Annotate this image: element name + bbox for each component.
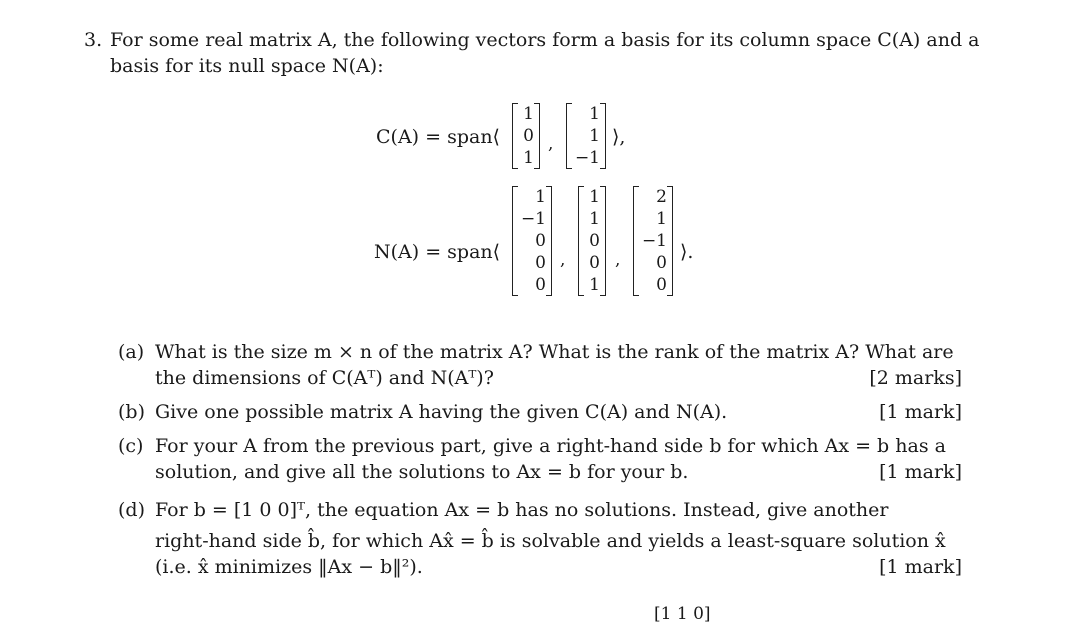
separator: ,: [560, 250, 566, 270]
col-space-end: ⟩,: [612, 126, 626, 148]
null-vector-3-entry: 0: [656, 253, 667, 273]
bracket-corner: [534, 103, 539, 104]
null-vector-2: [578, 186, 606, 296]
part-c-line-2: solution, and give all the solutions to Ax = b for your b.: [155, 461, 689, 483]
null-vector-2-entry: 0: [589, 231, 600, 251]
bracket-corner: [579, 186, 584, 187]
part-a-line-1: What is the size m × n of the matrix A? What is the rank of the matrix A? What are: [155, 341, 954, 363]
part-a-line-2: the dimensions of C(Aᵀ) and N(Aᵀ)?: [155, 367, 494, 389]
col-vector-2: [566, 103, 606, 169]
col-vector-2-entry: −1: [574, 148, 600, 168]
separator: ,: [548, 134, 554, 154]
part-a-marks: [2 marks]: [869, 367, 962, 389]
part-label: (a): [118, 341, 145, 363]
bracket-corner: [667, 295, 672, 296]
bracket-corner: [513, 295, 518, 296]
bracket-corner: [567, 168, 572, 169]
col-space-label: C(A) = span⟨: [376, 126, 500, 148]
part-d-line-3: (i.e. x̂ minimizes ‖Ax − b‖²).: [155, 556, 423, 578]
null-vector-2-entry: 0: [589, 253, 600, 273]
bracket-corner: [600, 186, 605, 187]
bracket-corner: [546, 295, 551, 296]
null-vector-1-entry: 0: [535, 231, 546, 251]
col-vector-1-entry: 1: [523, 148, 534, 168]
col-vector-1: [512, 103, 540, 169]
intro-line-1: For some real matrix A, the following vectors form a basis for its column space C(A) and a: [110, 29, 980, 51]
null-vector-1-entry: 1: [535, 187, 546, 207]
null-vector-3-entry: 1: [656, 209, 667, 229]
part-d-line-2: right-hand side b̂, for which Ax̂ = b̂ is solvable and yields a least-square solution x̂: [155, 530, 946, 552]
bracket-corner: [513, 186, 518, 187]
null-vector-1-entry: 0: [535, 253, 546, 273]
bracket-corner: [600, 103, 605, 104]
part-b-line-1: Give one possible matrix A having the given C(A) and N(A).: [155, 401, 728, 423]
col-vector-2-entry: 1: [589, 104, 600, 124]
part-c-line-1: For your A from the previous part, give a right-hand side b for which Ax = b has a: [155, 435, 946, 457]
problem-number: 3.: [84, 29, 103, 51]
null-vector-2-entry: 1: [589, 275, 600, 295]
null-vector-1-entry: −1: [520, 209, 546, 229]
bracket-corner: [513, 168, 518, 169]
part-b-marks: [1 mark]: [879, 401, 962, 423]
bracket-corner: [634, 295, 639, 296]
null-vector-1: [512, 186, 552, 296]
intro-line-2: basis for its null space N(A):: [110, 55, 384, 77]
null-vector-3: [633, 186, 673, 296]
null-vector-3-entry: 2: [656, 187, 667, 207]
col-vector-1-entry: 1: [523, 104, 534, 124]
cutoff-matrix-fragment: [1 1 0]: [654, 604, 711, 624]
bracket-corner: [534, 168, 539, 169]
null-vector-1-entry: 0: [535, 275, 546, 295]
part-d-line-1: For b = [1 0 0]ᵀ, the equation Ax = b has no solutions. Instead, give another: [155, 499, 889, 521]
col-vector-1-entry: 0: [523, 126, 534, 146]
col-vector-2-entry: 1: [589, 126, 600, 146]
bracket-corner: [546, 186, 551, 187]
null-vector-3-entry: 0: [656, 275, 667, 295]
bracket-corner: [579, 295, 584, 296]
null-vector-3-entry: −1: [641, 231, 667, 251]
part-label: (b): [118, 401, 145, 423]
separator: ,: [615, 250, 621, 270]
part-d-marks: [1 mark]: [879, 556, 962, 578]
bracket-corner: [667, 186, 672, 187]
null-space-end: ⟩.: [680, 241, 694, 263]
part-label: (d): [118, 499, 145, 521]
bracket-corner: [600, 295, 605, 296]
part-label: (c): [118, 435, 144, 457]
null-vector-2-entry: 1: [589, 209, 600, 229]
null-space-label: N(A) = span⟨: [374, 241, 501, 263]
bracket-corner: [634, 186, 639, 187]
bracket-corner: [513, 103, 518, 104]
bracket-corner: [567, 103, 572, 104]
null-vector-2-entry: 1: [589, 187, 600, 207]
bracket-corner: [600, 168, 605, 169]
part-c-marks: [1 mark]: [879, 461, 962, 483]
